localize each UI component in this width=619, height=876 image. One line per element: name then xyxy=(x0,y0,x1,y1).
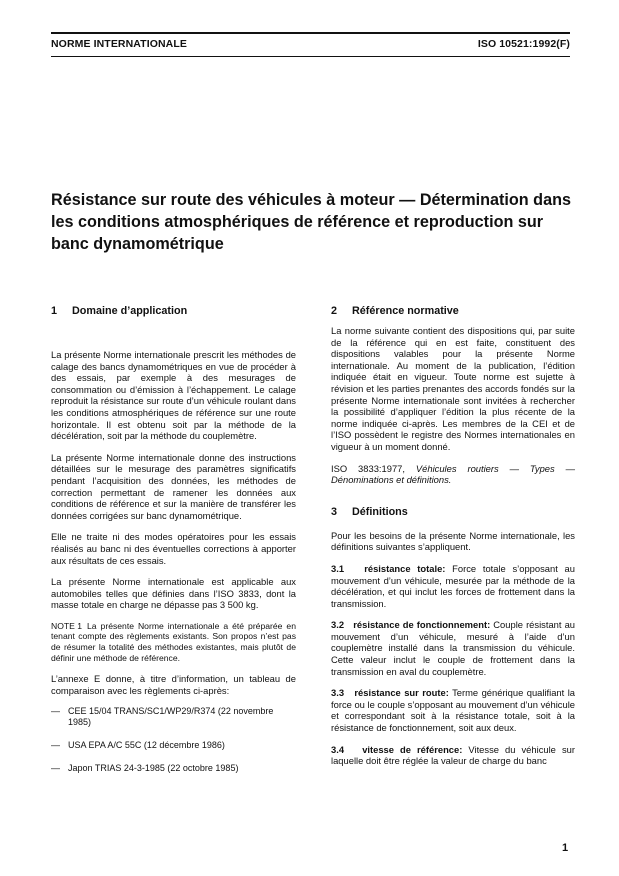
section-3-intro: Pour les besoins de la présente Norme internationale, les définitions suivantes s’appliquent. xyxy=(331,529,575,553)
regulations-list xyxy=(51,706,296,774)
header-bottom-rule xyxy=(51,56,570,57)
document-title: Résistance sur route des véhicules à moteur — Détermination dans les conditions atmosphériques de référence et reproduction sur banc dynamométrique xyxy=(51,191,571,253)
page-number: 1 xyxy=(562,842,569,854)
section-1-paragraph-3: Elle ne traite ni des modes opératoires pour les essais réalisés au banc ni des éventuelles corrections à apporter aux résultats de ces essais. xyxy=(51,531,296,566)
list-item: — CEE 15/04 TRANS/SC1/WP29/R374 (22 novembre 1985) xyxy=(51,706,274,728)
definition-3-2: 3.2 résistance de fonctionnement: Couple résistant au mouvement d’un véhicule, mesuré à l’aide d’un couplemètre installé dans la transmission du véhicule. Cette valeur inclut le couple de frottement dans la transmission en aval du couplemètre. xyxy=(331,619,575,677)
section-2-heading xyxy=(331,305,575,317)
normative-reference: ISO 3833:1977, Véhicules routiers — Types — Dénominations et définitions. xyxy=(331,462,575,486)
section-2-number: 2 xyxy=(331,305,338,317)
list-item: — USA EPA A/C 55C (12 décembre 1986) xyxy=(51,740,225,751)
section-2-title: Référence normative xyxy=(352,305,459,317)
running-header xyxy=(51,38,570,50)
section-1-paragraph-1: La présente Norme internationale prescrit les méthodes de calage des bancs dynamométriques en vue de procéder à des essais, par exemple à des mesurages de consommation ou d’émission à l’échappement. Le calage reproduit la résistance sur route d’un véhicule roulant dans les conditions atmosphériques de référence sur une route horizontale. Il est obtenu soit par la méthode de la décélération, soit par la méthode du couplemètre. xyxy=(51,349,296,442)
section-3-heading xyxy=(331,506,575,518)
definition-3-3: 3.3 résistance sur route: Terme générique qualifiant la force ou le couple s’opposant au mouvement d’un véhicule et correspondant soit à la résistance totale, soit à la résistance de fonctionnement, soit aux deux. xyxy=(331,687,575,734)
section-1-paragraph-5: L’annexe E donne, à titre d’information, un tableau de comparaison avec les règlements ci-après: xyxy=(51,673,296,696)
right-column xyxy=(331,305,575,767)
section-1-paragraph-4: La présente Norme internationale est applicable aux automobiles telles que définies dans l’ISO 3833, dont la masse totale en charge ne dépasse pas 3 500 kg. xyxy=(51,576,296,611)
section-1-heading xyxy=(51,305,296,317)
note-1-text: La présente Norme internationale a été préparée en tenant compte des règlements existants. Son propos n’est pas de résumer la totalité des méthodes existantes, mais plutôt de définir une méthode de référence. xyxy=(51,620,296,663)
list-item: — Japon TRIAS 24-3-1985 (22 octobre 1985) xyxy=(51,763,239,774)
header-standard-type: NORME INTERNATIONALE xyxy=(51,38,187,50)
header-top-rule xyxy=(51,32,570,34)
section-1-number: 1 xyxy=(51,305,58,317)
definition-3-1: 3.1 résistance totale: Force totale s’opposant au mouvement d’un véhicule, mesurée par la méthode de la décélération, et qui inclut les forces de frottement dans la transmission. xyxy=(331,562,575,609)
left-column xyxy=(51,305,296,774)
section-3-title: Définitions xyxy=(352,505,408,518)
definition-3-4: 3.4 vitesse de référence: Vitesse du véhicule sur laquelle doit être réglée la valeur de charge du banc xyxy=(331,743,575,767)
section-1-title: Domaine d’application xyxy=(72,305,188,317)
section-3-number: 3 xyxy=(331,505,338,518)
header-standard-number: ISO 10521:1992(F) xyxy=(477,38,570,50)
section-1-paragraph-2: La présente Norme internationale donne des instructions détaillées sur le mesurage des paramètres significatifs pendant l’acquisition des données, les méthodes de correction permettant de ramener les données aux conditions de référence et sur la manière de transférer les données corrigées sur banc dynamométrique. xyxy=(51,451,296,521)
note-1-label: NOTE 1 xyxy=(51,620,83,631)
note-1 xyxy=(51,621,296,663)
section-2-paragraph: La norme suivante contient des dispositions qui, par suite de la référence qui en est faite, constituent des dispositions valables pour la présente Norme internationale. Au moment de la publication, l’édition indiquée était en vigueur. Toute norme est sujette à révision et les parties prenantes des accords fondés sur la présente Norme internationale sont invitées à rechercher la possibilité d’appliquer l’édition la plus récente de la norme indiquée ci-après. Les membres de la CEI et de l’ISO possèdent le registre des Normes internationales en vigueur à un moment donné. xyxy=(331,325,575,452)
